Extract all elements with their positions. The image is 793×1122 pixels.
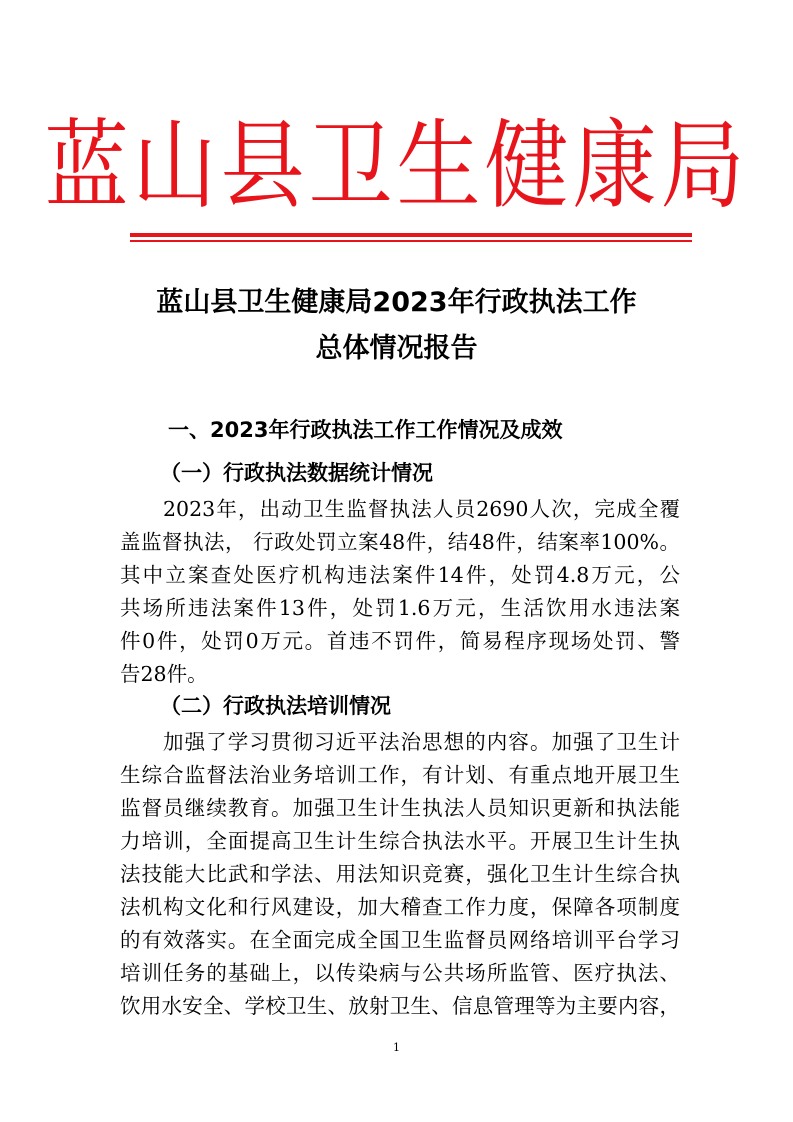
- document-title-line-2: 总体情况报告: [315, 333, 478, 364]
- paragraph-line: 的有效落实。在全面完成全国卫生监督员网络培训平台学习: [120, 928, 680, 952]
- page-number: 1: [393, 1041, 400, 1054]
- paragraph-line: 件0件，处罚0万元。首违不罚件，简易程序现场处罚、警: [120, 629, 680, 653]
- paragraph-line: 法机构文化和行风建设，加大稽查工作力度，保障各项制度: [120, 895, 680, 919]
- paragraph-line: 法技能大比武和学法、用法知识竞赛，强化卫生计生综合执: [120, 862, 680, 886]
- paragraph-line: 加强了学习贯彻习近平法治思想的内容。加强了卫生计: [163, 730, 680, 754]
- paragraph-line: 生综合监督法治业务培训工作，有计划、有重点地开展卫生: [120, 763, 680, 787]
- paragraph-line: 培训任务的基础上，以传染病与公共场所监管、医疗执法、: [120, 961, 680, 985]
- paragraph-line: 共场所违法案件13件，处罚1.6万元，生活饮用水违法案: [120, 596, 680, 620]
- paragraph-line: 其中立案查处医疗机构违法案件14件，处罚4.8万元，公: [120, 563, 680, 587]
- paragraph-line: 饮用水安全、学校卫生、放射卫生、信息管理等为主要内容，: [120, 994, 680, 1018]
- paragraph-line: 2023年，出动卫生监督执法人员2690人次，完成全覆: [163, 497, 680, 521]
- paragraph-line: 力培训，全面提高卫生计生综合执法水平。开展卫生计生执: [120, 829, 680, 853]
- letterhead-rule-thin: [130, 240, 692, 242]
- subsection-heading-data-statistics: （一）行政执法数据统计情况: [160, 460, 433, 485]
- subsection-heading-training: （二）行政执法培训情况: [160, 693, 391, 718]
- paragraph-training: [120, 726, 680, 1023]
- letterhead-title: 蓝山县卫生健康局: [44, 109, 749, 222]
- paragraph-line: 告28件。: [120, 662, 208, 686]
- section-heading-1: 一、2023年行政执法工作工作情况及成效: [168, 418, 563, 442]
- letterhead-rule-thick: [130, 233, 692, 237]
- paragraph-data-statistics: [120, 493, 680, 691]
- paragraph-line: 盖监督执法， 行政处罚立案48件，结48件，结案率100%。: [120, 530, 680, 554]
- document-title-line-1: 蓝山县卫生健康局2023年行政执法工作: [156, 287, 637, 318]
- paragraph-line: 监督员继续教育。加强卫生计生执法人员知识更新和执法能: [120, 796, 680, 820]
